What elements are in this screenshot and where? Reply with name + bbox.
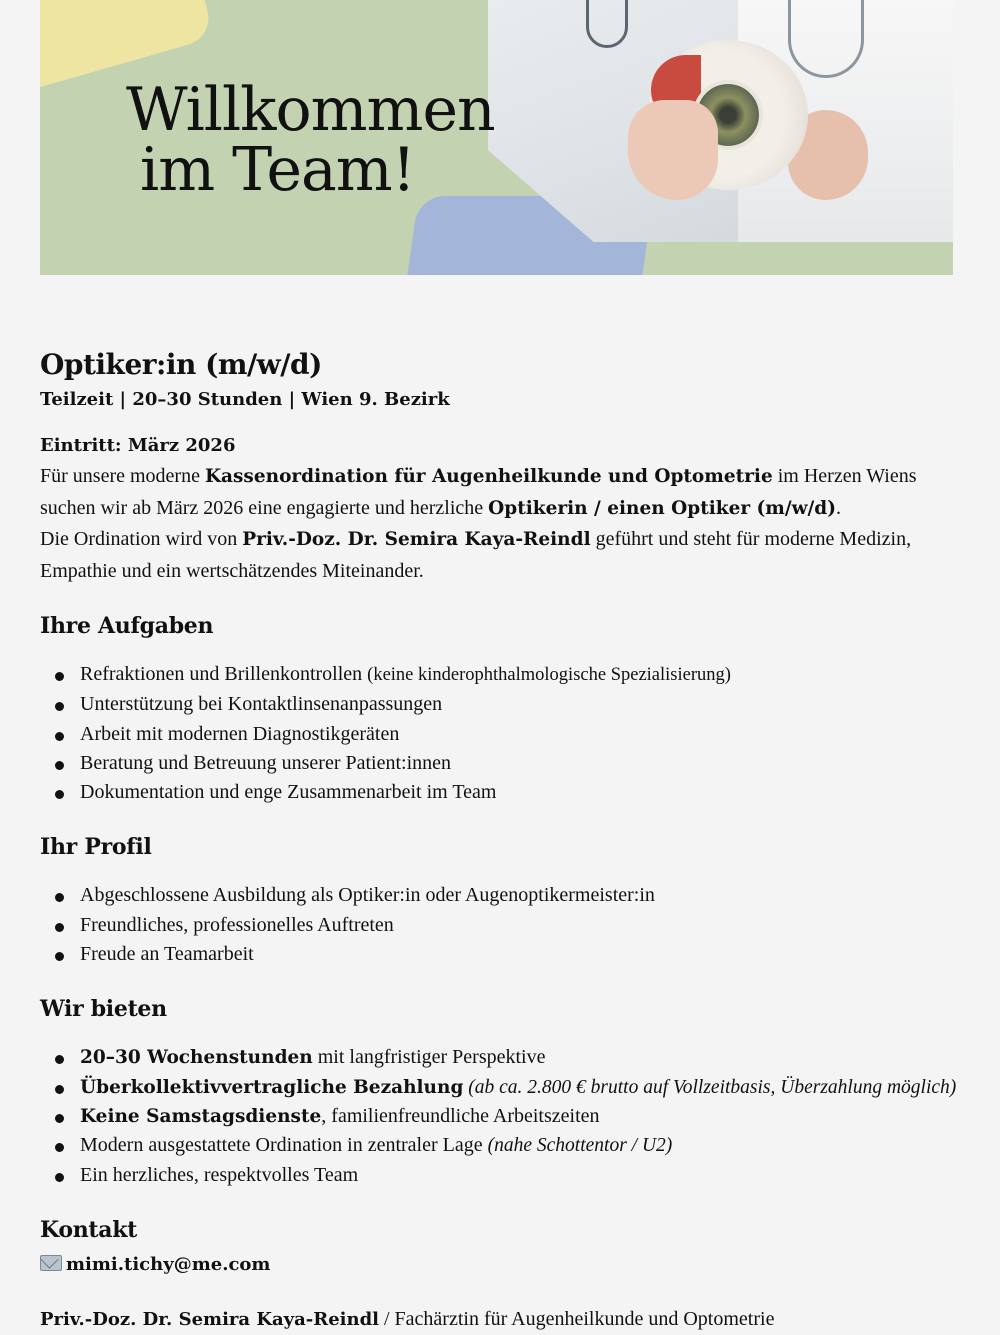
list-item: Dokumentation und enge Zusammenarbeit im Team bbox=[40, 778, 960, 807]
job-meta: Teilzeit | 20–30 Stunden | Wien 9. Bezirk bbox=[40, 389, 450, 410]
email-link[interactable]: mimi.tichy@me.com bbox=[66, 1253, 271, 1275]
list-item: Freude an Teamarbeit bbox=[40, 940, 960, 969]
list-item: Keine Samstagsdienste, familienfreundliche Arbeitszeiten bbox=[40, 1102, 960, 1131]
offer-heading: Wir bieten bbox=[40, 996, 167, 1023]
intro-paragraph: Für unsere moderne Kassenordination für Augenheilkunde und Optometrie im Herzen Wiens suchen wir ab März 2026 eine engagierte und herzliche Optikerin / einen Optiker (m/w/d). Die Ordination wird von Priv.-Doz. Dr. Semira Kaya-Reindl geführt und steht für moderne Medizin, Empathie und ein wertschätzendes Miteinander. bbox=[40, 465, 917, 582]
profile-list bbox=[40, 881, 960, 969]
envelope-icon bbox=[40, 1255, 62, 1271]
signature-role: / Fachärztin für Augenheilkunde und Optometrie bbox=[379, 1307, 775, 1330]
welcome-line-1: Willkommen bbox=[126, 75, 495, 145]
offer-list bbox=[40, 1043, 960, 1189]
profile-heading: Ihr Profil bbox=[40, 834, 152, 861]
signature-name: Priv.-Doz. Dr. Semira Kaya-Reindl bbox=[40, 1308, 379, 1330]
list-item: Refraktionen und Brillenkontrollen (keine kinderophthalmologische Spezialisierung) bbox=[40, 660, 960, 690]
welcome-line-2: im Team! bbox=[140, 135, 415, 205]
list-item: Überkollektivvertragliche Bezahlung (ab ca. 2.800 € brutto auf Vollzeitbasis, Überzahlung möglich) bbox=[40, 1073, 960, 1102]
signature bbox=[40, 1304, 960, 1335]
job-title: Optiker:in (m/w/d) bbox=[40, 348, 322, 381]
tasks-list bbox=[40, 660, 960, 807]
tasks-heading: Ihre Aufgaben bbox=[40, 613, 214, 639]
list-item: Modern ausgestattete Ordination in zentraler Lage (nahe Schottentor / U2) bbox=[40, 1131, 960, 1160]
list-item: Unterstützung bei Kontaktlinsenanpassungen bbox=[40, 690, 960, 719]
doctor-eye-model-photo bbox=[488, 0, 953, 242]
list-item: 20–30 Wochenstunden mit langfristiger Perspektive bbox=[40, 1043, 960, 1072]
list-item: Abgeschlossene Ausbildung als Optiker:in oder Augenoptikermeister:in bbox=[40, 881, 960, 910]
contact-heading: Kontakt bbox=[40, 1216, 138, 1243]
list-item: Beratung und Betreuung unserer Patient:innen bbox=[40, 749, 960, 778]
contact-email-line bbox=[40, 1250, 960, 1280]
header-banner bbox=[40, 0, 953, 275]
list-item: Arbeit mit modernen Diagnostikgeräten bbox=[40, 720, 960, 749]
list-item: Freundliches, professionelles Auftreten bbox=[40, 911, 960, 940]
list-item: Ein herzliches, respektvolles Team bbox=[40, 1161, 960, 1190]
welcome-headline bbox=[126, 75, 495, 205]
job-posting bbox=[40, 345, 960, 1335]
start-date: Eintritt: März 2026 bbox=[40, 435, 236, 456]
